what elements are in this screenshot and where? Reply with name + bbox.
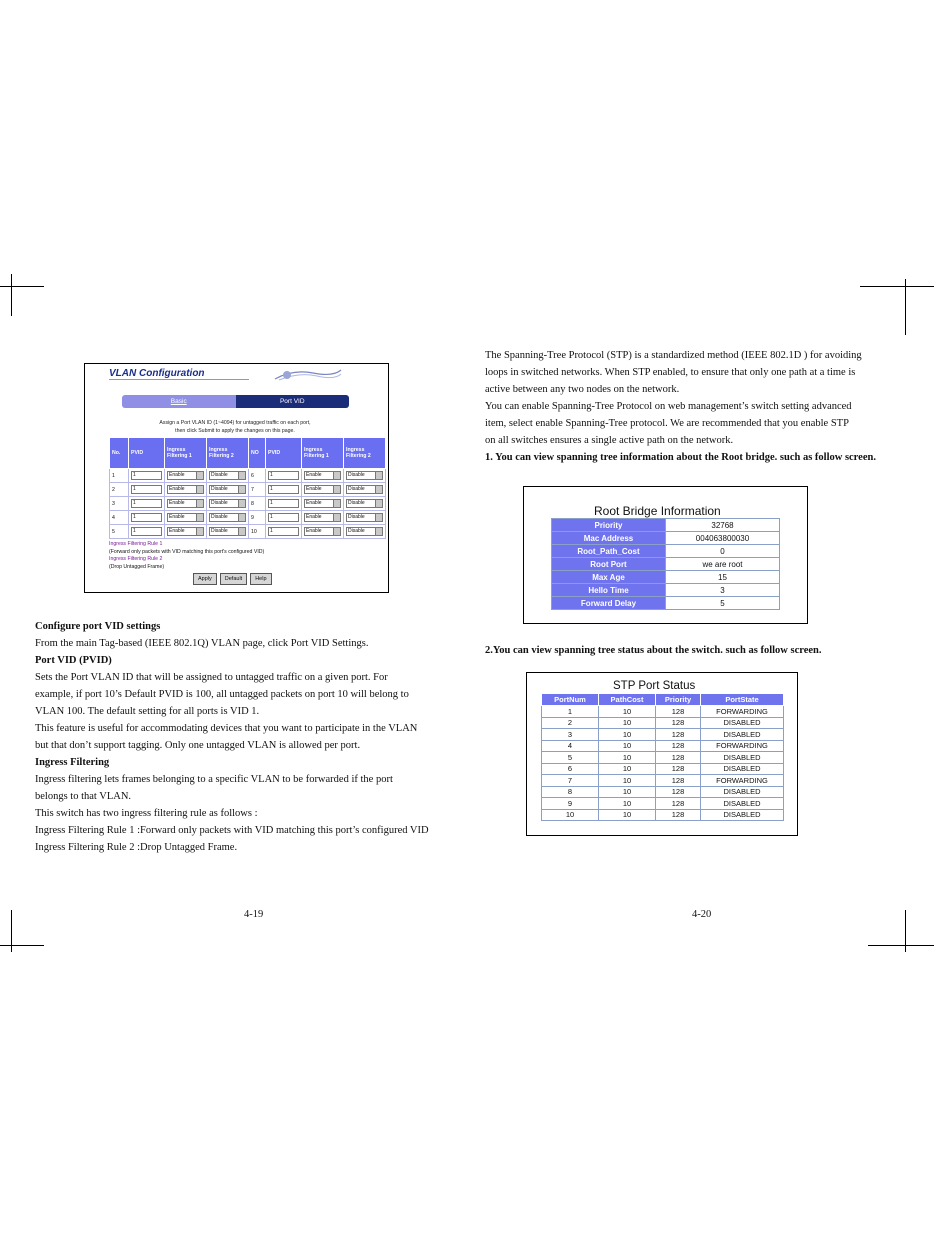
- filter2-cell: [207, 483, 249, 497]
- filter2-cell: [344, 511, 386, 525]
- table-row: [542, 706, 784, 718]
- table-row: [552, 532, 780, 545]
- cell: 10: [599, 717, 656, 729]
- pvid-input[interactable]: 1: [131, 499, 162, 508]
- vlan-buttons: [193, 573, 272, 585]
- filter1-cell: [165, 525, 207, 539]
- cell: 6: [542, 763, 599, 775]
- filter1-cell: [302, 511, 344, 525]
- filter1-cell: [302, 497, 344, 511]
- col-header: Ingress Filtering 2: [344, 438, 386, 469]
- cell: 10: [542, 809, 599, 821]
- pvid-input[interactable]: 1: [268, 471, 299, 480]
- filter1-cell: [165, 511, 207, 525]
- filter1-select[interactable]: Enable: [167, 499, 204, 508]
- cell: 128: [656, 809, 701, 821]
- pvid-input[interactable]: 1: [268, 485, 299, 494]
- cell: 10: [599, 809, 656, 821]
- cell: 10: [599, 798, 656, 810]
- field-value: 0: [666, 545, 780, 558]
- field-label: Hello Time: [552, 584, 666, 597]
- port-number: 1: [110, 469, 129, 483]
- field-label: Mac Address: [552, 532, 666, 545]
- port-number: 9: [249, 511, 266, 525]
- cell: DISABLED: [701, 798, 784, 810]
- pvid-cell: [129, 511, 165, 525]
- cell: 128: [656, 798, 701, 810]
- field-value: 004063800030: [666, 532, 780, 545]
- stp-port-status-screenshot: [526, 672, 798, 836]
- cell: DISABLED: [701, 809, 784, 821]
- table-row: [542, 717, 784, 729]
- table-header-row: [110, 438, 386, 469]
- pvid-cell: [266, 525, 302, 539]
- text-line: belongs to that VLAN.: [35, 791, 132, 802]
- field-value: 15: [666, 571, 780, 584]
- table-row: [542, 798, 784, 810]
- heading-port-vid-settings: Configure port VID settings: [35, 621, 161, 632]
- pvid-cell: [266, 483, 302, 497]
- port-number: 3: [110, 497, 129, 511]
- text-line: example, if port 10’s Default PVID is 100, all untagged packets on port 10 will belong to: [35, 689, 409, 700]
- filter1-select[interactable]: Enable: [304, 513, 341, 522]
- filter1-cell: [302, 469, 344, 483]
- tab-port-vid[interactable]: Port VID: [236, 395, 350, 408]
- field-value: 5: [666, 597, 780, 610]
- table-row: [110, 497, 386, 511]
- pvid-cell: [266, 497, 302, 511]
- pvid-cell: [129, 483, 165, 497]
- pvid-cell: [266, 511, 302, 525]
- text-line: From the main Tag-based (IEEE 802.1Q) VLAN page, click Port VID Settings.: [35, 638, 369, 649]
- text-line: on all switches ensures a single active path on the network.: [485, 435, 734, 446]
- help-button[interactable]: Help: [250, 573, 271, 585]
- cell: 2: [542, 717, 599, 729]
- table-row: [552, 558, 780, 571]
- filter2-cell: [207, 469, 249, 483]
- text-line: This feature is useful for accommodating devices that you want to participate in the VLAN: [35, 723, 418, 734]
- tab-basic[interactable]: Basic: [122, 395, 236, 408]
- instruction-line: then click Submit to apply the changes on this page.: [175, 428, 295, 434]
- page-number-left: 4-19: [244, 909, 264, 920]
- pvid-cell: [129, 497, 165, 511]
- cell: 128: [656, 706, 701, 718]
- pvid-input[interactable]: 1: [131, 485, 162, 494]
- crop-mark: [11, 910, 12, 952]
- root-bridge-table: [551, 518, 780, 610]
- port-number: 5: [110, 525, 129, 539]
- table-row: [552, 519, 780, 532]
- filter2-select[interactable]: Disable: [209, 471, 246, 480]
- cell: DISABLED: [701, 763, 784, 775]
- port-number: 7: [249, 483, 266, 497]
- apply-button[interactable]: Apply: [193, 573, 217, 585]
- filter1-cell: [165, 469, 207, 483]
- text-line: but that don’t support tagging. Only one untagged VLAN is allowed per port.: [35, 740, 361, 751]
- globe-banner-icon: [273, 367, 343, 381]
- vlan-configuration-screenshot: [84, 363, 389, 593]
- filter2-cell: [207, 511, 249, 525]
- text-line: loops in switched networks. When STP enabled, to ensure that only one path at a time is: [485, 367, 856, 378]
- table-row: [542, 752, 784, 764]
- caption-root-bridge: 1. You can view spanning tree information about the Root bridge. such as follow screen.: [485, 452, 876, 463]
- cell: 1: [542, 706, 599, 718]
- field-label: Priority: [552, 519, 666, 532]
- cell: 10: [599, 752, 656, 764]
- field-value: we are root: [666, 558, 780, 571]
- rule1-text: (Forward only packets with VID matching this port's configured VID): [109, 548, 265, 555]
- table-row: [552, 545, 780, 558]
- cell: FORWARDING: [701, 775, 784, 787]
- filter2-cell: [207, 497, 249, 511]
- cell: 10: [599, 706, 656, 718]
- text-line: Ingress Filtering Rule 2 :Drop Untagged Frame.: [35, 842, 238, 853]
- default-button[interactable]: Default: [220, 573, 247, 585]
- col-header: PortState: [701, 694, 784, 706]
- table-row: [542, 740, 784, 752]
- text-line: active between any two nodes on the network.: [485, 384, 680, 395]
- col-header: NO: [249, 438, 266, 469]
- pvid-input[interactable]: 1: [131, 527, 162, 536]
- cell: 8: [542, 786, 599, 798]
- rule2-label: Ingress Filtering Rule 2: [109, 556, 163, 562]
- field-value: 32768: [666, 519, 780, 532]
- table-row: [552, 584, 780, 597]
- heading-pvid: Port VID (PVID): [35, 655, 112, 666]
- col-header: PortNum: [542, 694, 599, 706]
- filter1-cell: [165, 483, 207, 497]
- crop-mark: [860, 286, 934, 287]
- field-value: 3: [666, 584, 780, 597]
- root-bridge-screenshot: [523, 486, 808, 624]
- field-label: Root_Path_Cost: [552, 545, 666, 558]
- filter2-select[interactable]: Disable: [346, 499, 383, 508]
- port-number: 10: [249, 525, 266, 539]
- cell: 10: [599, 786, 656, 798]
- filter2-select[interactable]: Disable: [346, 485, 383, 494]
- vlan-title: VLAN Configuration: [109, 368, 205, 379]
- table-row: [110, 511, 386, 525]
- port-number: 6: [249, 469, 266, 483]
- cell: 128: [656, 775, 701, 787]
- cell: 128: [656, 763, 701, 775]
- filter1-select[interactable]: Enable: [304, 499, 341, 508]
- filter1-cell: [165, 497, 207, 511]
- crop-mark: [11, 274, 12, 316]
- cell: 128: [656, 717, 701, 729]
- filter2-select[interactable]: Disable: [209, 513, 246, 522]
- crop-mark: [905, 279, 906, 335]
- filter2-cell: [344, 469, 386, 483]
- cell: 7: [542, 775, 599, 787]
- cell: FORWARDING: [701, 706, 784, 718]
- text-line: Ingress filtering lets frames belonging to a specific VLAN to be forwarded if the port: [35, 774, 393, 785]
- cell: 128: [656, 786, 701, 798]
- rule2-text: (Drop Untagged Frame): [109, 563, 165, 570]
- pvid-cell: [129, 469, 165, 483]
- filter1-select[interactable]: Enable: [167, 485, 204, 494]
- cell: 4: [542, 740, 599, 752]
- filter1-select[interactable]: Enable: [304, 485, 341, 494]
- cell: 5: [542, 752, 599, 764]
- text-line: The Spanning-Tree Protocol (STP) is a standardized method (IEEE 802.1D ) for avoiding: [485, 350, 862, 361]
- table-row: [542, 775, 784, 787]
- filter2-select[interactable]: Disable: [209, 527, 246, 536]
- port-number: 8: [249, 497, 266, 511]
- table-row: [110, 483, 386, 497]
- field-label: Max Age: [552, 571, 666, 584]
- table-row: [110, 525, 386, 539]
- table-row: [110, 469, 386, 483]
- cell: 10: [599, 729, 656, 741]
- stp-title: STP Port Status: [613, 680, 696, 692]
- col-header: Ingress Filtering 2: [207, 438, 249, 469]
- text-line: Ingress Filtering Rule 1 :Forward only packets with VID matching this port’s configured VID: [35, 825, 429, 836]
- col-header: Ingress Filtering 1: [302, 438, 344, 469]
- left-body-text: [35, 618, 455, 856]
- text-line: item, select enable Spanning-Tree protocol. We are recommended that you enable STP: [485, 418, 849, 429]
- filter2-cell: [344, 497, 386, 511]
- filter2-select[interactable]: Disable: [346, 513, 383, 522]
- table-row: [542, 763, 784, 775]
- filter2-select[interactable]: Disable: [209, 485, 246, 494]
- cell: 10: [599, 763, 656, 775]
- crop-mark: [905, 910, 906, 952]
- filter2-cell: [207, 525, 249, 539]
- table-row: [542, 729, 784, 741]
- rule1-label: Ingress Filtering Rule 1: [109, 541, 163, 547]
- crop-mark: [0, 945, 44, 946]
- ingress-rules-legend: [109, 541, 264, 571]
- table-row: [542, 786, 784, 798]
- title-underline: [109, 379, 249, 380]
- crop-mark: [0, 286, 44, 287]
- cell: DISABLED: [701, 729, 784, 741]
- filter1-select[interactable]: Enable: [167, 527, 204, 536]
- col-header: No.: [110, 438, 129, 469]
- cell: 10: [599, 775, 656, 787]
- port-number: 4: [110, 511, 129, 525]
- cell: 128: [656, 740, 701, 752]
- cell: 128: [656, 752, 701, 764]
- filter1-cell: [302, 525, 344, 539]
- filter2-select[interactable]: Disable: [209, 499, 246, 508]
- port-number: 2: [110, 483, 129, 497]
- text-line: Sets the Port VLAN ID that will be assigned to untagged traffic on a given port. For: [35, 672, 388, 683]
- cell: 10: [599, 740, 656, 752]
- filter2-cell: [344, 525, 386, 539]
- field-label: Forward Delay: [552, 597, 666, 610]
- filter2-cell: [344, 483, 386, 497]
- col-header: Priority: [656, 694, 701, 706]
- caption-stp-status: 2.You can view spanning tree status about the switch. such as follow screen.: [485, 645, 822, 656]
- vlan-tabs: [122, 395, 349, 408]
- cell: 3: [542, 729, 599, 741]
- col-header: Ingress Filtering 1: [165, 438, 207, 469]
- vlan-instructions: [105, 419, 365, 435]
- page-number-right: 4-20: [692, 909, 712, 920]
- filter1-select[interactable]: Enable: [167, 513, 204, 522]
- filter2-select[interactable]: Disable: [346, 471, 383, 480]
- instruction-line: Assign a Port VLAN ID (1~4094) for untagged traffic on each port,: [159, 420, 311, 426]
- pvid-input[interactable]: 1: [268, 513, 299, 522]
- filter2-select[interactable]: Disable: [346, 527, 383, 536]
- root-bridge-title: Root Bridge Information: [594, 504, 721, 518]
- pvid-input[interactable]: 1: [131, 513, 162, 522]
- port-vid-table: [109, 437, 386, 539]
- stp-port-table: [541, 693, 784, 821]
- pvid-cell: [129, 525, 165, 539]
- pvid-input[interactable]: 1: [131, 471, 162, 480]
- cell: FORWARDING: [701, 740, 784, 752]
- text-line: You can enable Spanning-Tree Protocol on web management’s switch setting advanced: [485, 401, 852, 412]
- filter1-select[interactable]: Enable: [167, 471, 204, 480]
- heading-ingress-filtering: Ingress Filtering: [35, 757, 110, 768]
- text-line: VLAN 100. The default setting for all ports is VID 1.: [35, 706, 260, 717]
- filter1-select[interactable]: Enable: [304, 471, 341, 480]
- filter1-select[interactable]: Enable: [304, 527, 341, 536]
- col-header: PathCost: [599, 694, 656, 706]
- cell: DISABLED: [701, 752, 784, 764]
- filter1-cell: [302, 483, 344, 497]
- cell: 9: [542, 798, 599, 810]
- right-body-text: [485, 347, 905, 466]
- pvid-input[interactable]: 1: [268, 527, 299, 536]
- text-line: This switch has two ingress filtering rule as follows :: [35, 808, 258, 819]
- col-header: PVID: [266, 438, 302, 469]
- col-header: PVID: [129, 438, 165, 469]
- cell: DISABLED: [701, 717, 784, 729]
- pvid-input[interactable]: 1: [268, 499, 299, 508]
- cell: 128: [656, 729, 701, 741]
- cell: DISABLED: [701, 786, 784, 798]
- pvid-cell: [266, 469, 302, 483]
- crop-mark: [868, 945, 934, 946]
- table-row: [552, 597, 780, 610]
- table-row: [542, 809, 784, 821]
- table-header-row: [542, 694, 784, 706]
- field-label: Root Port: [552, 558, 666, 571]
- table-row: [552, 571, 780, 584]
